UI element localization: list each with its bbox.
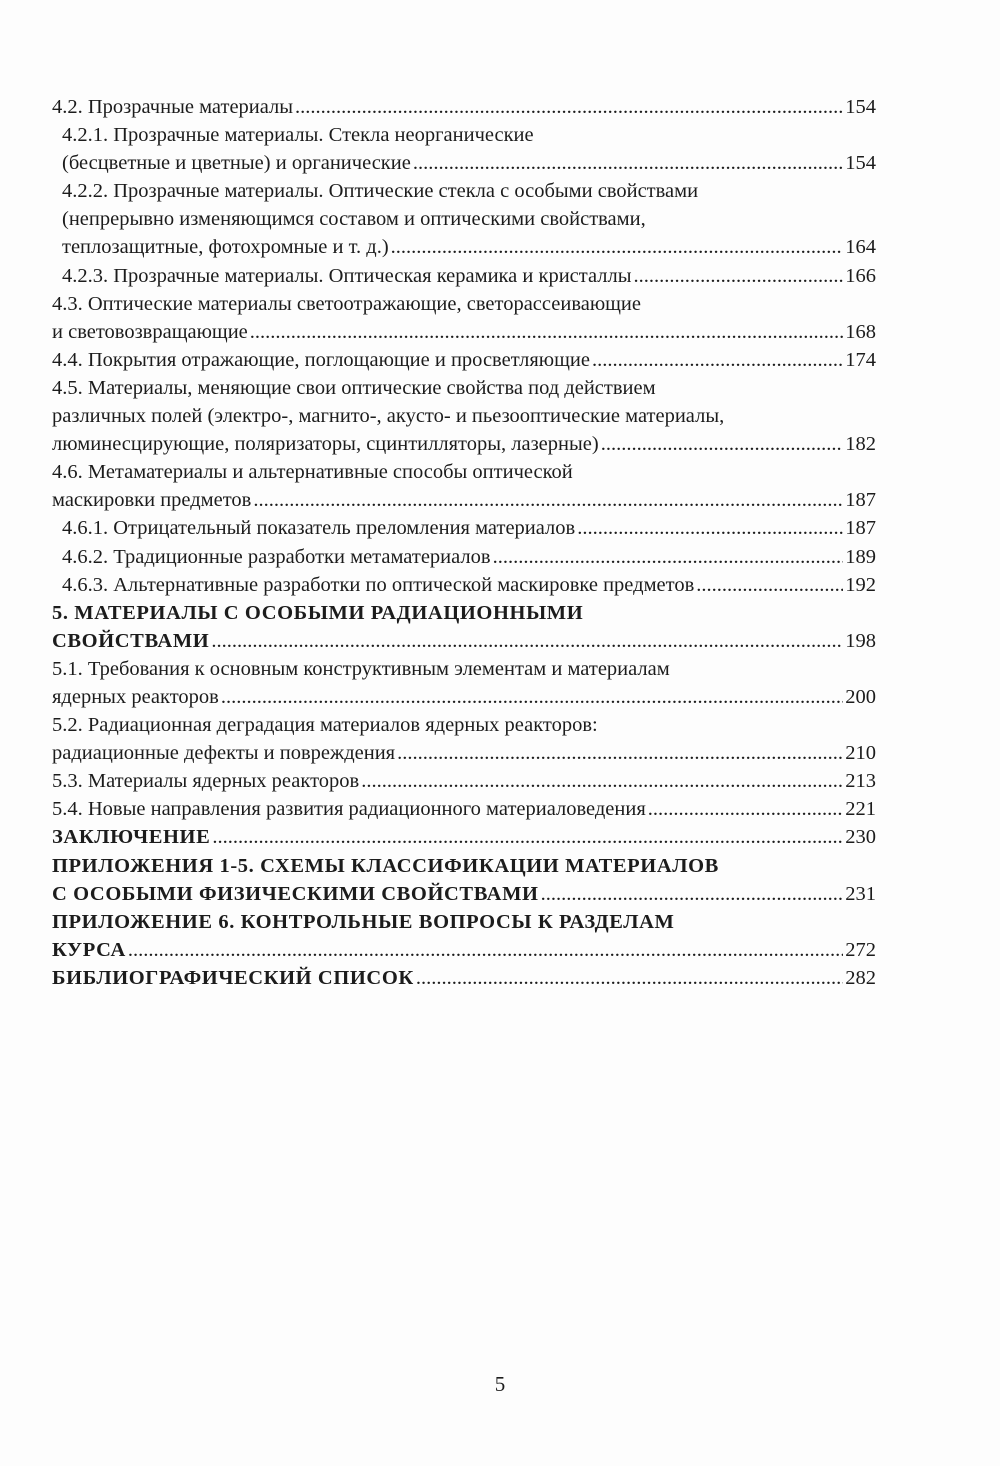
dot-leader bbox=[416, 964, 843, 992]
toc-line bbox=[52, 711, 876, 739]
toc-page-number: 282 bbox=[845, 966, 876, 989]
toc-entry bbox=[52, 262, 876, 290]
page-number: 5 bbox=[494, 1372, 506, 1396]
toc-entry bbox=[52, 121, 876, 177]
toc-entry bbox=[52, 823, 876, 851]
dot-leader bbox=[391, 233, 844, 261]
toc-page-number: 166 bbox=[845, 264, 876, 287]
toc-line bbox=[52, 880, 876, 908]
toc-entry-text: теплозащитные, фотохромные и т. д.) bbox=[62, 236, 389, 259]
toc-entry-text: и световозвращающие bbox=[52, 320, 248, 343]
toc-entry-text: ПРИЛОЖЕНИЕ 6. КОНТРОЛЬНЫЕ ВОПРОСЫ К РАЗДЕЛАМ bbox=[52, 910, 675, 933]
toc-entry bbox=[52, 514, 876, 542]
toc-page-number: 187 bbox=[845, 517, 876, 540]
toc-line bbox=[52, 767, 876, 795]
toc-entry-text: ядерных реакторов bbox=[52, 685, 219, 708]
dot-leader bbox=[221, 683, 843, 711]
toc-entry-text: КУРСА bbox=[52, 938, 126, 961]
toc-entry bbox=[52, 458, 876, 514]
toc-line bbox=[52, 964, 876, 992]
toc-entry bbox=[52, 290, 876, 346]
toc-entry-text: 5. МАТЕРИАЛЫ С ОСОБЫМИ РАДИАЦИОННЫМИ bbox=[52, 601, 584, 624]
toc-line bbox=[62, 205, 876, 233]
toc-line bbox=[52, 374, 876, 402]
toc-entry bbox=[52, 543, 876, 571]
toc-line bbox=[52, 823, 876, 851]
toc-entry bbox=[52, 908, 876, 964]
toc-line bbox=[52, 683, 876, 711]
toc-page-number: 221 bbox=[845, 798, 876, 821]
dot-leader bbox=[413, 149, 843, 177]
toc-entry bbox=[52, 767, 876, 795]
toc-line bbox=[52, 739, 876, 767]
toc-page-number: 272 bbox=[845, 938, 876, 961]
toc-line bbox=[62, 149, 876, 177]
dot-leader bbox=[253, 486, 843, 514]
toc-entry-text: 4.6.3. Альтернативные разработки по оптической маскировке предметов bbox=[62, 573, 695, 596]
toc-entry bbox=[52, 852, 876, 908]
toc-entry-text: С ОСОБЫМИ ФИЗИЧЕСКИМИ СВОЙСТВАМИ bbox=[52, 882, 539, 905]
toc-entry-text: БИБЛИОГРАФИЧЕСКИЙ СПИСОК bbox=[52, 966, 414, 989]
dot-leader bbox=[592, 346, 843, 374]
toc-entry bbox=[52, 374, 876, 458]
toc-page-number: 210 bbox=[845, 742, 876, 765]
toc-entry bbox=[52, 93, 876, 121]
toc-page-number: 164 bbox=[845, 236, 876, 259]
toc-entry-text: (бесцветные и цветные) и органические bbox=[62, 152, 411, 175]
dot-leader bbox=[295, 93, 843, 121]
toc-entry-text: 5.1. Требования к основным конструктивным элементам и материалам bbox=[52, 657, 670, 680]
toc-entry-text: 4.2.1. Прозрачные материалы. Стекла неорганические bbox=[62, 124, 534, 147]
table-of-contents bbox=[52, 93, 876, 992]
toc-line bbox=[52, 430, 876, 458]
toc-line bbox=[52, 936, 876, 964]
toc-page-number: 189 bbox=[845, 545, 876, 568]
toc-entry-text: 5.4. Новые направления развития радиационного материаловедения bbox=[52, 798, 646, 821]
toc-entry bbox=[52, 571, 876, 599]
toc-entry-text: 4.6. Метаматериалы и альтернативные способы оптической bbox=[52, 461, 573, 484]
dot-leader bbox=[250, 318, 843, 346]
dot-leader bbox=[211, 627, 843, 655]
toc-page-number: 182 bbox=[845, 433, 876, 456]
dot-leader bbox=[648, 795, 843, 823]
toc-entry-text: 5.3. Материалы ядерных реакторов bbox=[52, 770, 360, 793]
toc-entry bbox=[52, 599, 876, 655]
toc-entry-text: СВОЙСТВАМИ bbox=[52, 629, 210, 652]
toc-page-number: 213 bbox=[845, 770, 876, 793]
toc-entry bbox=[52, 655, 876, 711]
toc-entry-text: 5.2. Радиационная деградация материалов ядерных реакторов: bbox=[52, 714, 598, 737]
toc-line bbox=[62, 514, 876, 542]
toc-entry-text: ПРИЛОЖЕНИЯ 1-5. СХЕМЫ КЛАССИФИКАЦИИ МАТЕРИАЛОВ bbox=[52, 854, 719, 877]
toc-line bbox=[62, 233, 876, 261]
toc-page-number: 154 bbox=[845, 152, 876, 175]
toc-entry-text: 4.2.3. Прозрачные материалы. Оптическая керамика и кристаллы bbox=[62, 264, 632, 287]
toc-line bbox=[52, 402, 876, 430]
toc-entry-text: 4.2.2. Прозрачные материалы. Оптические стекла с особыми свойствами bbox=[62, 180, 699, 203]
dot-leader bbox=[493, 543, 844, 571]
toc-line bbox=[52, 290, 876, 318]
toc-page-number: 230 bbox=[845, 826, 876, 849]
toc-page-number: 154 bbox=[845, 96, 876, 118]
toc-line bbox=[62, 262, 876, 290]
toc-line bbox=[52, 852, 876, 880]
dot-leader bbox=[634, 262, 844, 290]
toc-entry-text: 4.3. Оптические материалы светоотражающие, светорассеивающие bbox=[52, 292, 641, 315]
toc-line bbox=[52, 908, 876, 936]
toc-line bbox=[52, 458, 876, 486]
toc-entry-text: (непрерывно изменяющимся составом и оптическими свойствами, bbox=[62, 208, 646, 231]
toc-entry bbox=[52, 177, 876, 261]
toc-page-number: 168 bbox=[845, 320, 876, 343]
toc-line bbox=[52, 318, 876, 346]
toc-line bbox=[52, 93, 876, 121]
toc-page-number: 174 bbox=[845, 348, 876, 371]
toc-page-number: 200 bbox=[845, 685, 876, 708]
dot-leader bbox=[541, 880, 844, 908]
toc-entry-text: 4.5. Материалы, меняющие свои оптические свойства под действием bbox=[52, 376, 656, 399]
dot-leader bbox=[212, 823, 843, 851]
toc-page-number: 187 bbox=[845, 489, 876, 512]
dot-leader bbox=[696, 571, 843, 599]
toc-line bbox=[52, 795, 876, 823]
dot-leader bbox=[128, 936, 843, 964]
toc-entry bbox=[52, 964, 876, 992]
dot-leader bbox=[601, 430, 844, 458]
toc-entry-text: 4.6.1. Отрицательный показатель преломления материалов bbox=[62, 517, 576, 540]
dot-leader bbox=[577, 514, 843, 542]
toc-entry-text: маскировки предметов bbox=[52, 489, 252, 512]
toc-line bbox=[62, 543, 876, 571]
toc-line bbox=[62, 177, 876, 205]
toc-line bbox=[62, 121, 876, 149]
toc-line bbox=[52, 599, 876, 627]
toc-line bbox=[62, 571, 876, 599]
toc-page-number: 231 bbox=[845, 882, 876, 905]
toc-page-number: 198 bbox=[845, 629, 876, 652]
toc-entry-text: 4.2. Прозрачные материалы bbox=[52, 96, 294, 118]
toc-line bbox=[52, 346, 876, 374]
toc-entry bbox=[52, 795, 876, 823]
toc-page-number: 192 bbox=[845, 573, 876, 596]
toc-entry-text: люминесцирующие, поляризаторы, сцинтилляторы, лазерные) bbox=[52, 433, 599, 456]
toc-entry-text: радиационные дефекты и повреждения bbox=[52, 742, 396, 765]
toc-entry bbox=[52, 346, 876, 374]
dot-leader bbox=[397, 739, 843, 767]
toc-entry-text: 4.4. Покрытия отражающие, поглощающие и просветляющие bbox=[52, 348, 590, 371]
toc-entry-text: ЗАКЛЮЧЕНИЕ bbox=[52, 826, 211, 849]
toc-line bbox=[52, 655, 876, 683]
toc-line bbox=[52, 627, 876, 655]
toc-entry-text: различных полей (электро-, магнито-, акусто- и пьезооптические материалы, bbox=[52, 405, 725, 428]
toc-line bbox=[52, 486, 876, 514]
dot-leader bbox=[361, 767, 843, 795]
toc-entry bbox=[52, 711, 876, 767]
toc-entry-text: 4.6.2. Традиционные разработки метаматериалов bbox=[62, 545, 491, 568]
